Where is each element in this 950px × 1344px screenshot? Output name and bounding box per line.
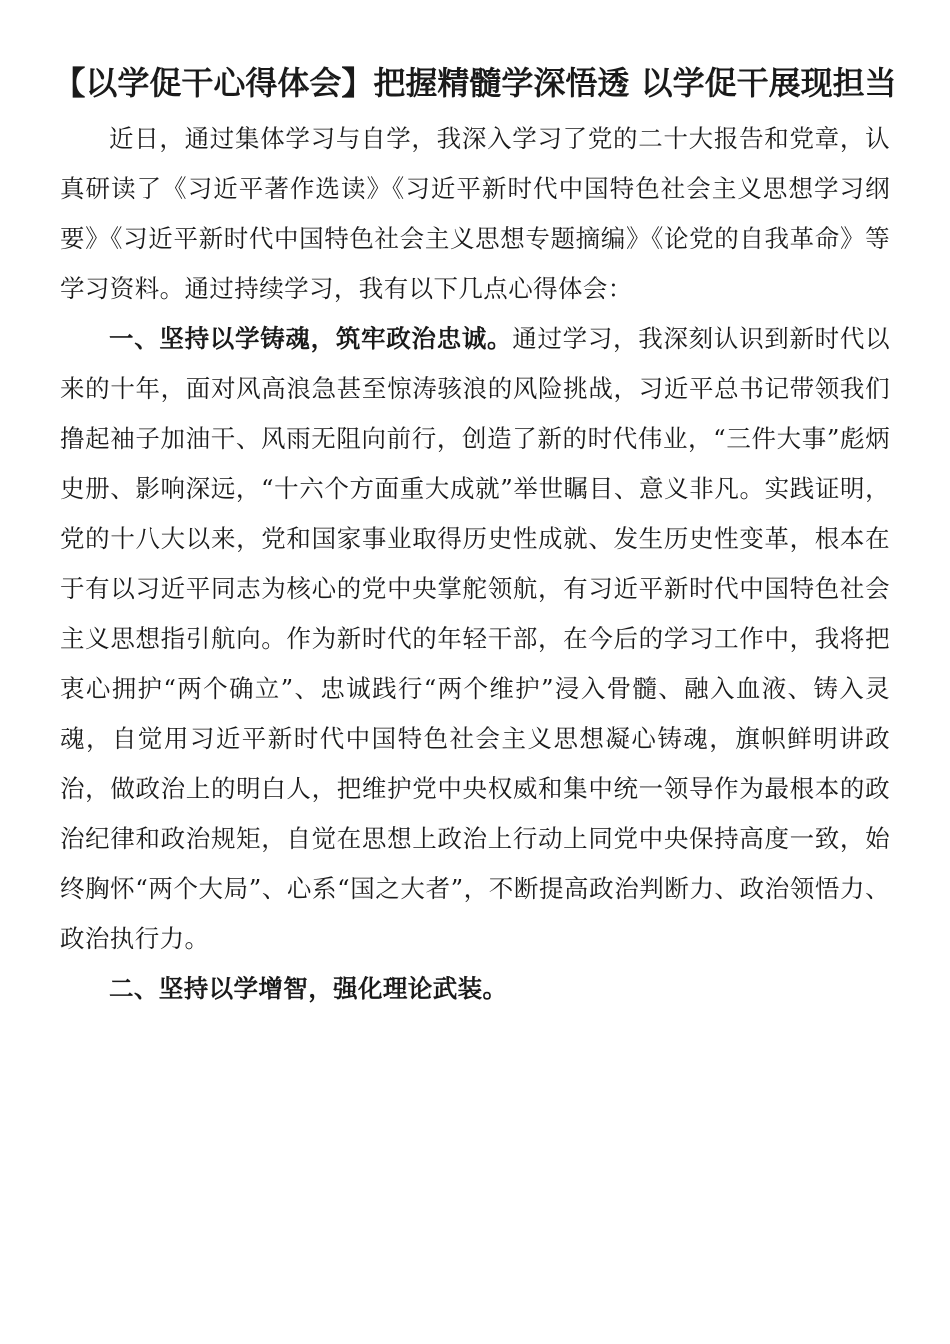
document-page [53,58,897,1014]
intro-paragraph: 近日，通过集体学习与自学，我深入学习了党的二十大报告和党章，认真研读了《习近平著作选读》《习近平新时代中国特色社会主义思想学习纲要》《习近平新时代中国特色社会主义思想专题摘编》《论党的自我革命》等学习资料。通过持续学习，我有以下几点心得体会： [60,124,890,303]
section-1-heading: 一、坚持以学铸魂，筑牢政治忠诚。 [109,324,513,353]
document-title: 【以学促干心得体会】把握精髓学深悟透 以学促干展现担当 [53,64,897,102]
section-2-heading: 二、坚持以学增智，强化理论武装。 [109,974,508,1003]
section-1-body: 通过学习，我深刻认识到新时代以来的十年，面对风高浪急甚至惊涛骇浪的风险挑战，习近平总书记带领我们撸起袖子加油干、风雨无阻向前行，创造了新的时代伟业，“三件大事”彪炳史册、影响深远，“十六个方面重大成就”举世瞩目、意义非凡。实践证明，党的十八大以来，党和国家事业取得历史性成就、发生历史性变革，根本在于有以习近平同志为核心的党中央掌舵领航，有习近平新时代中国特色社会主义思想指引航向。作为新时代的年轻干部，在今后的学习工作中，我将把衷心拥护“两个确立”、忠诚践行“两个维护”浸入骨髓、融入血液、铸入灵魂，自觉用习近平新时代中国特色社会主义思想凝心铸魂，旗帜鲜明讲政治，做政治上的明白人，把维护党中央权威和集中统一领导作为最根本的政治纪律和政治规矩，自觉在思想上政治上行动上同党中央保持高度一致，始终胸怀“两个大局”、心系“国之大者”，不断提高政治判断力、政治领悟力、政治执行力。 [60,324,890,953]
section-1-paragraph [60,314,890,964]
